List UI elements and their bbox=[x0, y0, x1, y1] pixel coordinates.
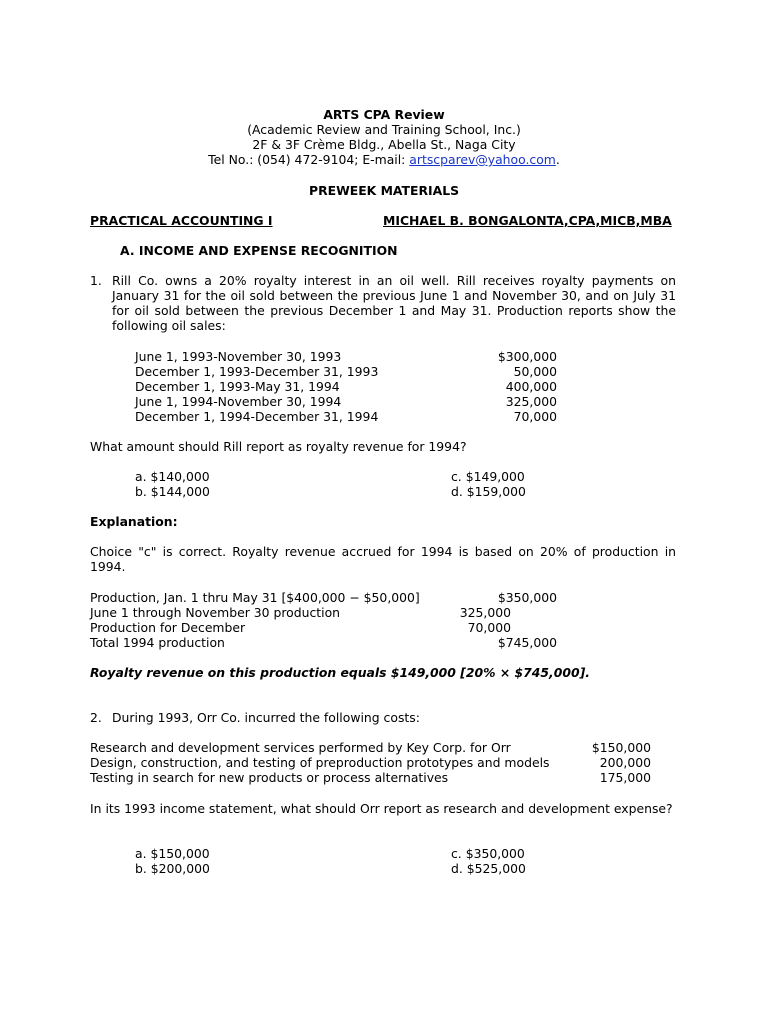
calc-label: Total 1994 production bbox=[90, 635, 225, 650]
calc-amount: 70,000 bbox=[467, 620, 511, 635]
course-name: PRACTICAL ACCOUNTING I bbox=[90, 213, 273, 228]
section-heading: A. INCOME AND EXPENSE RECOGNITION bbox=[120, 243, 398, 258]
sales-period: June 1, 1994-November 30, 1994 bbox=[135, 394, 342, 409]
sales-period: December 1, 1993-December 31, 1993 bbox=[135, 364, 379, 379]
sales-period: December 1, 1994-December 31, 1994 bbox=[135, 409, 379, 424]
calc-amount: $350,000 bbox=[497, 590, 557, 605]
calc-label: Production, Jan. 1 thru May 31 [$400,000 − $50,000] bbox=[90, 590, 420, 605]
q1-question: What amount should Rill report as royalty revenue for 1994? bbox=[90, 439, 467, 454]
q2-intro: During 1993, Orr Co. incurred the following costs: bbox=[112, 710, 420, 725]
q1-choice-b: b. $144,000 bbox=[135, 484, 210, 499]
q1-choice-d: d. $159,000 bbox=[451, 484, 526, 499]
sales-amount: 70,000 bbox=[513, 409, 557, 424]
q2-choice-d: d. $525,000 bbox=[451, 861, 526, 876]
q1-choice-a: a. $140,000 bbox=[135, 469, 210, 484]
cost-amount: 200,000 bbox=[599, 755, 651, 770]
sales-amount: 50,000 bbox=[513, 364, 557, 379]
school-contact bbox=[0, 152, 768, 167]
explanation-label: Explanation: bbox=[90, 514, 178, 529]
q1-text: Rill Co. owns a 20% royalty interest in an oil well. Rill receives royalty payments on January 31 for the oil sold between the previous June 1 and November 30, and on July 31 for oil sold between the previous December 1 and May 31. Production reports show the following oil sales: bbox=[112, 273, 676, 333]
school-subtitle: (Academic Review and Training School, Inc.) bbox=[247, 122, 521, 137]
q1-number: 1. bbox=[90, 273, 102, 288]
calc-amount: 325,000 bbox=[459, 605, 511, 620]
sales-amount: 400,000 bbox=[505, 379, 557, 394]
author-name: MICHAEL B. BONGALONTA,CPA,MICB,MBA bbox=[383, 213, 672, 228]
email-link[interactable]: artscparev@yahoo.com bbox=[409, 152, 556, 167]
q1-conclusion: Royalty revenue on this production equals $149,000 [20% × $745,000]. bbox=[90, 665, 590, 680]
sales-period: June 1, 1993-November 30, 1993 bbox=[135, 349, 342, 364]
school-address: 2F & 3F Crème Bldg., Abella St., Naga City bbox=[252, 137, 516, 152]
q2-question: In its 1993 income statement, what should Orr report as research and development expense? bbox=[90, 801, 673, 816]
cost-amount: $150,000 bbox=[591, 740, 651, 755]
preweek-title: PREWEEK MATERIALS bbox=[308, 183, 460, 198]
cost-label: Research and development services performed by Key Corp. for Orr bbox=[90, 740, 511, 755]
cost-label: Testing in search for new products or process alternatives bbox=[90, 770, 449, 785]
contact-phone: Tel No.: (054) 472-9104; E-mail: bbox=[208, 152, 410, 167]
q2-number: 2. bbox=[90, 710, 102, 725]
q2-choice-a: a. $150,000 bbox=[135, 846, 210, 861]
q2-choice-c: c. $350,000 bbox=[451, 846, 525, 861]
calc-label: June 1 through November 30 production bbox=[90, 605, 341, 620]
sales-amount: 325,000 bbox=[505, 394, 557, 409]
contact-suffix: . bbox=[555, 152, 560, 167]
sales-amount: $300,000 bbox=[497, 349, 557, 364]
school-title: ARTS CPA Review bbox=[323, 107, 445, 122]
cost-amount: 175,000 bbox=[599, 770, 651, 785]
calc-label: Production for December bbox=[90, 620, 246, 635]
cost-label: Design, construction, and testing of preproduction prototypes and models bbox=[90, 755, 550, 770]
q1-choice-c: c. $149,000 bbox=[451, 469, 525, 484]
q2-choice-b: b. $200,000 bbox=[135, 861, 210, 876]
sales-period: December 1, 1993-May 31, 1994 bbox=[135, 379, 340, 394]
calc-amount: $745,000 bbox=[497, 635, 557, 650]
explanation-text: Choice "c" is correct. Royalty revenue accrued for 1994 is based on 20% of production in 1994. bbox=[90, 544, 676, 574]
